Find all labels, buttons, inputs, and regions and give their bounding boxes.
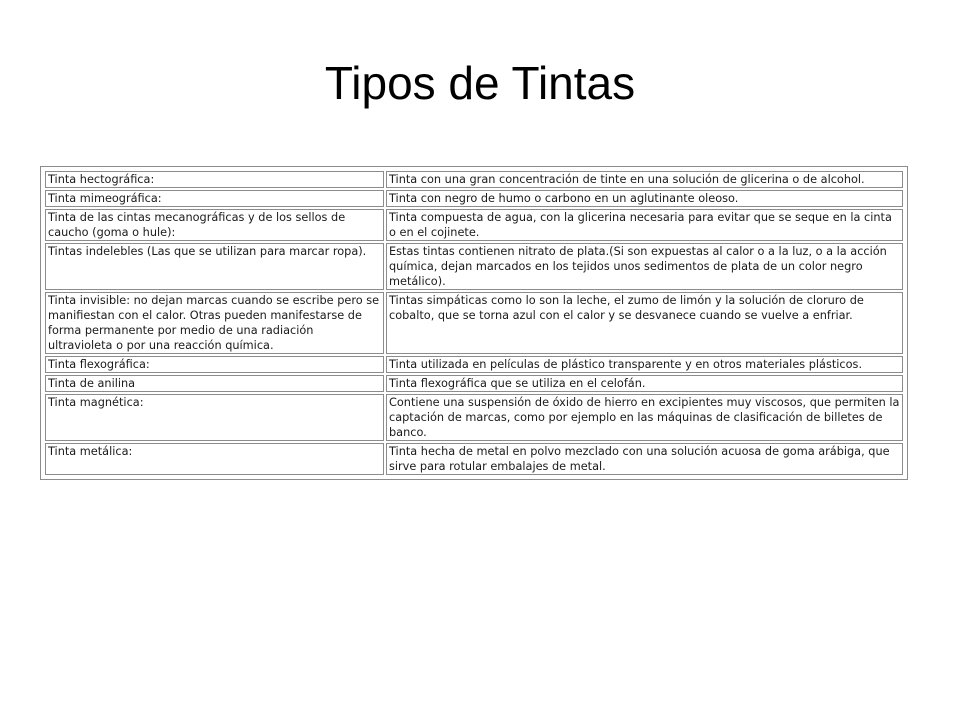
ink-types-table xyxy=(43,169,905,477)
table-row xyxy=(45,171,903,188)
ink-name-cell: Tinta magnética: xyxy=(45,394,384,441)
ink-description-cell: Tinta con una gran concentración de tinte en una solución de glicerina o de alcohol. xyxy=(386,171,903,188)
table-row xyxy=(45,443,903,475)
ink-name-cell: Tinta de anilina xyxy=(45,375,384,392)
table-row xyxy=(45,190,903,207)
ink-description-cell: Tinta flexográfica que se utiliza en el celofán. xyxy=(386,375,903,392)
ink-name-cell: Tinta invisible: no dejan marcas cuando se escribe pero se manifiestan con el calor. Otras pueden manifestarse de forma permanente por medio de una radiación ultravioleta o por una reacción química. xyxy=(45,292,384,354)
ink-description-cell: Tintas simpáticas como lo son la leche, el zumo de limón y la solución de cloruro de cobalto, que se torna azul con el calor y se desvanece cuando se vuelve a enfriar. xyxy=(386,292,903,354)
ink-name-cell: Tinta metálica: xyxy=(45,443,384,475)
ink-description-cell: Contiene una suspensión de óxido de hierro en excipientes muy viscosos, que permiten la captación de marcas, como por ejemplo en las máquinas de clasificación de billetes de banco. xyxy=(386,394,903,441)
ink-name-cell: Tinta flexográfica: xyxy=(45,356,384,373)
slide-title: Tipos de Tintas xyxy=(324,57,636,109)
table-row xyxy=(45,292,903,354)
ink-name-cell: Tinta hectográfica: xyxy=(45,171,384,188)
table-row xyxy=(45,375,903,392)
ink-name-cell: Tintas indelebles (Las que se utilizan para marcar ropa). xyxy=(45,243,384,290)
ink-description-cell: Tinta con negro de humo o carbono en un aglutinante oleoso. xyxy=(386,190,903,207)
table-row xyxy=(45,209,903,241)
ink-name-cell: Tinta de las cintas mecanográficas y de los sellos de caucho (goma o hule): xyxy=(45,209,384,241)
table-row xyxy=(45,394,903,441)
ink-description-cell: Tinta hecha de metal en polvo mezclado con una solución acuosa de goma arábiga, que sirve para rotular embalajes de metal. xyxy=(386,443,903,475)
ink-description-cell: Estas tintas contienen nitrato de plata.(Si son expuestas al calor o a la luz, o a la acción química, dejan marcados en los tejidos unos sedimentos de plata de un color negro metálico). xyxy=(386,243,903,290)
table-row xyxy=(45,243,903,290)
ink-description-cell: Tinta compuesta de agua, con la glicerina necesaria para evitar que se seque en la cinta o en el cojinete. xyxy=(386,209,903,241)
ink-types-table-frame xyxy=(40,166,908,480)
ink-description-cell: Tinta utilizada en películas de plástico transparente y en otros materiales plásticos. xyxy=(386,356,903,373)
table-row xyxy=(45,356,903,373)
ink-name-cell: Tinta mimeográfica: xyxy=(45,190,384,207)
